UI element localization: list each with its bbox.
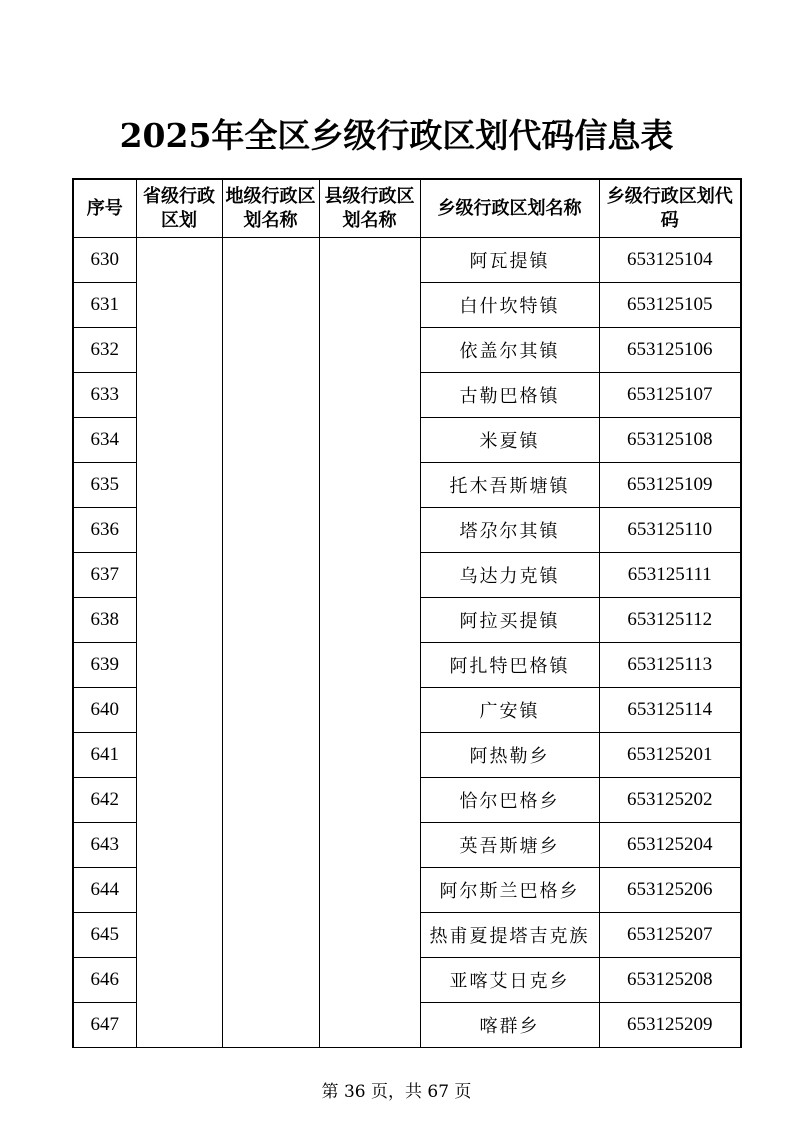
cell-province xyxy=(136,778,222,823)
cell-seq: 638 xyxy=(73,598,136,643)
cell-township-name: 塔尕尔其镇 xyxy=(420,508,599,553)
cell-township-code: 653125109 xyxy=(599,463,741,508)
header-province: 省级行政区划 xyxy=(136,179,222,238)
header-prefecture: 地级行政区划名称 xyxy=(222,179,319,238)
cell-township-code: 653125105 xyxy=(599,283,741,328)
table-row xyxy=(73,418,741,463)
cell-seq: 639 xyxy=(73,643,136,688)
cell-seq: 647 xyxy=(73,1003,136,1048)
cell-province xyxy=(136,1003,222,1048)
table-row xyxy=(73,1003,741,1048)
cell-township-name: 白什坎特镇 xyxy=(420,283,599,328)
cell-county xyxy=(319,598,420,643)
cell-prefecture xyxy=(222,868,319,913)
table-row xyxy=(73,958,741,1003)
cell-seq: 637 xyxy=(73,553,136,598)
cell-prefecture xyxy=(222,328,319,373)
cell-county xyxy=(319,553,420,598)
cell-county xyxy=(319,1003,420,1048)
cell-township-name: 托木吾斯塘镇 xyxy=(420,463,599,508)
cell-prefecture xyxy=(222,958,319,1003)
cell-seq: 636 xyxy=(73,508,136,553)
cell-seq: 642 xyxy=(73,778,136,823)
cell-county xyxy=(319,688,420,733)
cell-seq: 641 xyxy=(73,733,136,778)
cell-prefecture xyxy=(222,643,319,688)
cell-prefecture xyxy=(222,1003,319,1048)
cell-township-code: 653125110 xyxy=(599,508,741,553)
header-seq: 序号 xyxy=(73,179,136,238)
cell-province xyxy=(136,643,222,688)
cell-township-name: 古勒巴格镇 xyxy=(420,373,599,418)
cell-township-name: 阿瓦提镇 xyxy=(420,238,599,283)
header-county: 县级行政区划名称 xyxy=(319,179,420,238)
cell-township-code: 653125206 xyxy=(599,868,741,913)
cell-province xyxy=(136,733,222,778)
cell-township-code: 653125111 xyxy=(599,553,741,598)
cell-province xyxy=(136,373,222,418)
cell-province xyxy=(136,598,222,643)
table-row xyxy=(73,508,741,553)
cell-seq: 644 xyxy=(73,868,136,913)
cell-province xyxy=(136,823,222,868)
cell-seq: 632 xyxy=(73,328,136,373)
cell-seq: 645 xyxy=(73,913,136,958)
header-code: 乡级行政区划代码 xyxy=(599,179,741,238)
table-row xyxy=(73,913,741,958)
cell-county xyxy=(319,778,420,823)
cell-township-code: 653125207 xyxy=(599,913,741,958)
cell-county xyxy=(319,463,420,508)
cell-county xyxy=(319,913,420,958)
table-row xyxy=(73,553,741,598)
cell-county xyxy=(319,643,420,688)
cell-township-code: 653125104 xyxy=(599,238,741,283)
cell-township-code: 653125208 xyxy=(599,958,741,1003)
table-row xyxy=(73,238,741,283)
cell-seq: 635 xyxy=(73,463,136,508)
cell-province xyxy=(136,463,222,508)
cell-prefecture xyxy=(222,508,319,553)
cell-county xyxy=(319,328,420,373)
cell-township-name: 阿尔斯兰巴格乡 xyxy=(420,868,599,913)
table-row xyxy=(73,598,741,643)
cell-township-code: 653125106 xyxy=(599,328,741,373)
cell-township-code: 653125114 xyxy=(599,688,741,733)
cell-township-name: 依盖尔其镇 xyxy=(420,328,599,373)
cell-township-name: 广安镇 xyxy=(420,688,599,733)
cell-township-code: 653125112 xyxy=(599,598,741,643)
cell-province xyxy=(136,508,222,553)
cell-seq: 643 xyxy=(73,823,136,868)
cell-county xyxy=(319,283,420,328)
cell-township-name: 乌达力克镇 xyxy=(420,553,599,598)
table-row xyxy=(73,463,741,508)
cell-province xyxy=(136,868,222,913)
cell-township-name: 米夏镇 xyxy=(420,418,599,463)
table-row xyxy=(73,733,741,778)
cell-province xyxy=(136,328,222,373)
header-township: 乡级行政区划名称 xyxy=(420,179,599,238)
cell-township-name: 阿扎特巴格镇 xyxy=(420,643,599,688)
table-row xyxy=(73,283,741,328)
cell-seq: 633 xyxy=(73,373,136,418)
cell-county xyxy=(319,823,420,868)
cell-township-name: 恰尔巴格乡 xyxy=(420,778,599,823)
cell-province xyxy=(136,238,222,283)
cell-township-name: 亚喀艾日克乡 xyxy=(420,958,599,1003)
cell-province xyxy=(136,418,222,463)
cell-prefecture xyxy=(222,778,319,823)
cell-township-code: 653125108 xyxy=(599,418,741,463)
cell-county xyxy=(319,508,420,553)
cell-county xyxy=(319,958,420,1003)
page-footer: 第 36 页，共 67 页 xyxy=(321,1082,472,1102)
cell-county xyxy=(319,238,420,283)
cell-prefecture xyxy=(222,598,319,643)
cell-province xyxy=(136,913,222,958)
cell-township-name: 英吾斯塘乡 xyxy=(420,823,599,868)
table-row xyxy=(73,823,741,868)
cell-prefecture xyxy=(222,238,319,283)
cell-township-code: 653125201 xyxy=(599,733,741,778)
cell-seq: 640 xyxy=(73,688,136,733)
table-row xyxy=(73,778,741,823)
cell-county xyxy=(319,373,420,418)
cell-county xyxy=(319,418,420,463)
cell-township-code: 653125113 xyxy=(599,643,741,688)
cell-township-code: 653125209 xyxy=(599,1003,741,1048)
cell-province xyxy=(136,283,222,328)
cell-township-code: 653125202 xyxy=(599,778,741,823)
cell-prefecture xyxy=(222,553,319,598)
cell-prefecture xyxy=(222,688,319,733)
cell-prefecture xyxy=(222,463,319,508)
cell-township-code: 653125107 xyxy=(599,373,741,418)
cell-province xyxy=(136,553,222,598)
cell-seq: 631 xyxy=(73,283,136,328)
cell-seq: 634 xyxy=(73,418,136,463)
cell-prefecture xyxy=(222,283,319,328)
cell-prefecture xyxy=(222,913,319,958)
cell-prefecture xyxy=(222,418,319,463)
table-header-row xyxy=(73,179,741,238)
cell-province xyxy=(136,958,222,1003)
division-code-table xyxy=(72,178,742,1048)
table-row xyxy=(73,643,741,688)
table-row xyxy=(73,328,741,373)
table-row xyxy=(73,868,741,913)
cell-province xyxy=(136,688,222,733)
cell-township-code: 653125204 xyxy=(599,823,741,868)
cell-township-name: 阿热勒乡 xyxy=(420,733,599,778)
cell-prefecture xyxy=(222,733,319,778)
cell-township-name: 喀群乡 xyxy=(420,1003,599,1048)
cell-county xyxy=(319,868,420,913)
table-row xyxy=(73,373,741,418)
page-title: 2025年全区乡级行政区划代码信息表 xyxy=(119,116,674,155)
cell-seq: 646 xyxy=(73,958,136,1003)
cell-prefecture xyxy=(222,823,319,868)
cell-township-name: 阿拉买提镇 xyxy=(420,598,599,643)
cell-seq: 630 xyxy=(73,238,136,283)
cell-township-name: 热甫夏提塔吉克族 xyxy=(420,913,599,958)
cell-county xyxy=(319,733,420,778)
table-row xyxy=(73,688,741,733)
cell-prefecture xyxy=(222,373,319,418)
